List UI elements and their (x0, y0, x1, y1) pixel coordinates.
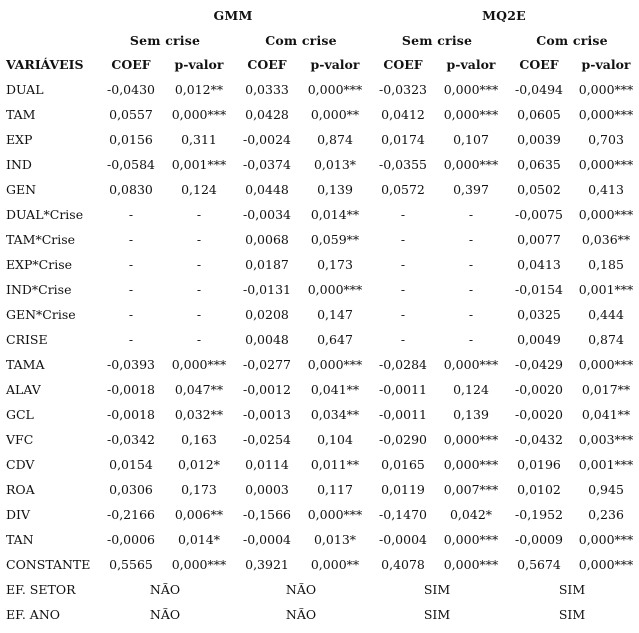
coef-cell: 0,0196 (517, 457, 561, 472)
p-value-cell: 0,000*** (443, 357, 499, 372)
p-value-cell: - (196, 232, 202, 247)
effects-value: NÃO (285, 607, 317, 622)
coef-cell: -0,1470 (379, 507, 427, 522)
coef-cell: 0,0039 (517, 132, 561, 147)
p-value-cell: 0,874 (588, 332, 624, 347)
p-value-cell: 0,147 (317, 307, 353, 322)
coef-cell: -0,0290 (379, 432, 427, 447)
p-value-cell: 0,000*** (171, 107, 227, 122)
coef-cell: -0,0020 (515, 407, 563, 422)
coef-cell: 0,0557 (109, 107, 153, 122)
variable-name: TAM (6, 107, 36, 122)
subgroup-mq2e-sem-crise: Sem crise (401, 32, 473, 48)
table-row (0, 252, 639, 277)
p-value-cell: 0,047** (174, 382, 224, 397)
p-value-cell: 0,011** (310, 457, 360, 472)
coef-cell: 0,5565 (109, 557, 153, 572)
coef-cell: -0,0584 (107, 157, 155, 172)
p-value-cell: 0,012* (177, 457, 221, 472)
table-row (0, 377, 639, 402)
coef-cell: 0,0165 (381, 457, 425, 472)
variable-name: VFC (6, 432, 34, 447)
col-header: COEF (111, 57, 151, 72)
p-value-cell: - (468, 332, 474, 347)
p-value-cell: 0,013* (313, 157, 357, 172)
p-value-cell: 0,014** (310, 207, 360, 222)
coef-cell: -0,0154 (515, 282, 563, 297)
coef-cell: -0,2166 (107, 507, 155, 522)
p-value-cell: 0,001*** (578, 282, 634, 297)
coef-cell: 0,4078 (381, 557, 425, 572)
table-row (0, 77, 639, 102)
p-value-cell: 0,012** (174, 82, 224, 97)
coef-cell: -0,0430 (107, 82, 155, 97)
p-value-cell: 0,041** (310, 382, 360, 397)
p-value-cell: 0,945 (588, 482, 624, 497)
coef-cell: - (400, 307, 406, 322)
p-value-cell: 0,000*** (443, 557, 499, 572)
coef-cell: - (400, 332, 406, 347)
coef-cell: -0,0004 (243, 532, 291, 547)
table-row (0, 552, 639, 577)
coef-cell: 0,0068 (245, 232, 289, 247)
p-value-cell: 0,000*** (307, 82, 363, 97)
coef-cell: 0,0333 (245, 82, 289, 97)
coef-cell: 0,0830 (109, 182, 153, 197)
p-value-cell: 0,124 (453, 382, 489, 397)
p-value-cell: 0,017** (581, 382, 631, 397)
p-value-cell: 0,059** (310, 232, 360, 247)
coef-cell: 0,0119 (381, 482, 425, 497)
p-value-cell: 0,042* (449, 507, 493, 522)
p-value-cell: 0,000*** (578, 157, 634, 172)
coef-cell: -0,0018 (107, 407, 155, 422)
coef-cell: 0,0428 (245, 107, 289, 122)
effects-label: EF. ANO (6, 607, 61, 622)
coef-cell: - (128, 232, 134, 247)
coef-cell: -0,0374 (243, 157, 291, 172)
p-value-cell: 0,041** (581, 407, 631, 422)
table-row (0, 227, 639, 252)
p-value-cell: 0,013* (313, 532, 357, 547)
coef-cell: 0,3921 (245, 557, 289, 572)
regression-table (0, 2, 639, 627)
p-value-cell: 0,173 (181, 482, 217, 497)
col-header: p-valor (174, 57, 224, 72)
p-value-cell: 0,000*** (171, 557, 227, 572)
p-value-cell: - (196, 282, 202, 297)
coef-cell: 0,0156 (109, 132, 153, 147)
variable-name: GEN*Crise (6, 307, 76, 322)
method-group-mq2e: MQ2E (482, 7, 526, 23)
effects-value: NÃO (149, 582, 181, 597)
variable-name: TAM*Crise (6, 232, 76, 247)
coef-cell: - (400, 257, 406, 272)
effects-value: SIM (558, 582, 586, 597)
coef-cell: - (128, 207, 134, 222)
coef-cell: -0,0020 (515, 382, 563, 397)
variable-name: DIV (6, 507, 30, 522)
coef-cell: 0,0208 (245, 307, 289, 322)
coef-cell: 0,0502 (517, 182, 561, 197)
effects-value: NÃO (285, 582, 317, 597)
effects-row (0, 577, 639, 602)
subgroup-gmm-sem-crise: Sem crise (129, 32, 201, 48)
variable-name: DUAL*Crise (6, 207, 84, 222)
p-value-cell: - (468, 257, 474, 272)
coef-cell: 0,0102 (517, 482, 561, 497)
col-header: p-valor (310, 57, 360, 72)
subgroup-mq2e-com-crise: Com crise (536, 32, 608, 48)
p-value-cell: 0,000*** (578, 207, 634, 222)
coef-cell: -0,0284 (379, 357, 427, 372)
p-value-cell: 0,703 (588, 132, 624, 147)
p-value-cell: 0,000** (310, 557, 360, 572)
p-value-cell: 0,003*** (578, 432, 634, 447)
coef-cell: -0,0131 (243, 282, 291, 297)
coef-cell: -0,0432 (515, 432, 563, 447)
coef-cell: -0,0011 (379, 407, 427, 422)
effects-value: SIM (423, 607, 451, 622)
coef-cell: 0,0048 (245, 332, 289, 347)
coef-cell: -0,1566 (243, 507, 291, 522)
col-header: COEF (247, 57, 287, 72)
coef-cell: - (128, 307, 134, 322)
p-value-cell: 0,444 (588, 307, 624, 322)
table-row (0, 427, 639, 452)
col-header: COEF (519, 57, 559, 72)
p-value-cell: 0,000*** (578, 557, 634, 572)
p-value-cell: 0,173 (317, 257, 353, 272)
coef-cell: 0,0412 (381, 107, 425, 122)
table-row (0, 152, 639, 177)
table-row (0, 202, 639, 227)
coef-cell: -0,0006 (107, 532, 155, 547)
variable-name: ALAV (6, 382, 41, 397)
coef-cell: 0,0077 (517, 232, 561, 247)
p-value-cell: - (468, 282, 474, 297)
p-value-cell: 0,000*** (443, 457, 499, 472)
p-value-cell: 0,036** (581, 232, 631, 247)
effects-value: SIM (423, 582, 451, 597)
coef-cell: -0,0024 (243, 132, 291, 147)
coef-cell: - (128, 257, 134, 272)
p-value-cell: 0,185 (588, 257, 624, 272)
p-value-cell: 0,007*** (443, 482, 499, 497)
variable-name: GEN (6, 182, 37, 197)
coef-cell: -0,0013 (243, 407, 291, 422)
p-value-cell: 0,014* (177, 532, 221, 547)
p-value-cell: 0,124 (181, 182, 217, 197)
coef-cell: -0,0034 (243, 207, 291, 222)
variables-header: VARIÁVEIS (6, 57, 84, 72)
p-value-cell: 0,163 (181, 432, 217, 447)
variable-name: CDV (6, 457, 35, 472)
p-value-cell: 0,000*** (578, 532, 634, 547)
p-value-cell: - (468, 307, 474, 322)
coef-cell: - (400, 207, 406, 222)
coef-cell: 0,0572 (381, 182, 425, 197)
variable-name: EXP*Crise (6, 257, 73, 272)
coef-cell: 0,0003 (245, 482, 289, 497)
p-value-cell: 0,000*** (307, 282, 363, 297)
p-value-cell: 0,874 (317, 132, 353, 147)
p-value-cell: 0,000*** (578, 357, 634, 372)
coef-cell: -0,0355 (379, 157, 427, 172)
p-value-cell: 0,000*** (578, 107, 634, 122)
effects-row (0, 602, 639, 627)
p-value-cell: 0,000*** (171, 357, 227, 372)
table-row (0, 127, 639, 152)
subgroup-gmm-com-crise: Com crise (265, 32, 337, 48)
col-header: COEF (383, 57, 423, 72)
coef-cell: 0,0154 (109, 457, 153, 472)
p-value-cell: - (468, 232, 474, 247)
variable-name: CRISE (6, 332, 48, 347)
p-value-cell: 0,104 (317, 432, 353, 447)
p-value-cell: 0,000*** (307, 507, 363, 522)
p-value-cell: 0,117 (317, 482, 353, 497)
table-row (0, 102, 639, 127)
coef-cell: -0,0075 (515, 207, 563, 222)
coef-cell: -0,0012 (243, 382, 291, 397)
p-value-cell: 0,647 (317, 332, 353, 347)
table-row (0, 527, 639, 552)
variable-name: GCL (6, 407, 34, 422)
variable-name: ROA (6, 482, 35, 497)
p-value-cell: 0,413 (588, 182, 624, 197)
p-value-cell: 0,000*** (443, 82, 499, 97)
p-value-cell: 0,001*** (171, 157, 227, 172)
p-value-cell: 0,397 (453, 182, 489, 197)
p-value-cell: 0,000*** (443, 432, 499, 447)
p-value-cell: - (196, 257, 202, 272)
variable-name: EXP (6, 132, 33, 147)
variable-name: IND*Crise (6, 282, 72, 297)
p-value-cell: 0,000*** (443, 157, 499, 172)
p-value-cell: 0,000*** (307, 357, 363, 372)
variable-name: DUAL (6, 82, 44, 97)
effects-value: NÃO (149, 607, 181, 622)
p-value-cell: - (196, 307, 202, 322)
coef-cell: -0,0429 (515, 357, 563, 372)
coef-cell: 0,0187 (245, 257, 289, 272)
table-row (0, 452, 639, 477)
table-row (0, 402, 639, 427)
p-value-cell: 0,000*** (578, 82, 634, 97)
coef-cell: 0,5674 (517, 557, 561, 572)
coef-cell: 0,0605 (517, 107, 561, 122)
coef-cell: - (128, 282, 134, 297)
p-value-cell: 0,139 (317, 182, 353, 197)
variable-name: CONSTANTE (6, 557, 91, 572)
p-value-cell: - (196, 207, 202, 222)
coef-cell: 0,0635 (517, 157, 561, 172)
p-value-cell: 0,001*** (578, 457, 634, 472)
table-row (0, 502, 639, 527)
table-body (0, 2, 639, 627)
p-value-cell: 0,000*** (443, 107, 499, 122)
method-header-row (0, 2, 639, 28)
p-value-cell: 0,139 (453, 407, 489, 422)
p-value-cell: - (196, 332, 202, 347)
coef-cell: -0,0011 (379, 382, 427, 397)
p-value-cell: - (468, 207, 474, 222)
coef-cell: 0,0174 (381, 132, 425, 147)
p-value-cell: 0,107 (453, 132, 489, 147)
coef-cell: -0,0254 (243, 432, 291, 447)
p-value-cell: 0,311 (181, 132, 217, 147)
subgroup-header-row (0, 28, 639, 52)
coef-cell: -0,0004 (379, 532, 427, 547)
p-value-cell: 0,034** (310, 407, 360, 422)
p-value-cell: 0,236 (588, 507, 624, 522)
variable-name: TAMA (6, 357, 45, 372)
col-header: p-valor (446, 57, 496, 72)
coef-cell: -0,0342 (107, 432, 155, 447)
coef-cell: 0,0049 (517, 332, 561, 347)
coef-cell: 0,0325 (517, 307, 561, 322)
p-value-cell: 0,000** (310, 107, 360, 122)
effects-label: EF. SETOR (6, 582, 76, 597)
table-row (0, 177, 639, 202)
coef-cell: - (400, 232, 406, 247)
coef-cell: 0,0413 (517, 257, 561, 272)
method-group-gmm: GMM (213, 7, 253, 23)
table-row (0, 327, 639, 352)
p-value-cell: 0,000*** (443, 532, 499, 547)
table-row (0, 277, 639, 302)
coef-cell: -0,0323 (379, 82, 427, 97)
variable-name: IND (6, 157, 32, 172)
coef-cell: 0,0114 (245, 457, 289, 472)
table-row (0, 352, 639, 377)
p-value-cell: 0,006** (174, 507, 224, 522)
col-header: p-valor (581, 57, 631, 72)
coef-cell: -0,1952 (515, 507, 563, 522)
coef-cell: -0,0018 (107, 382, 155, 397)
p-value-cell: 0,032** (174, 407, 224, 422)
coef-cell: -0,0277 (243, 357, 291, 372)
column-header-row (0, 52, 639, 77)
effects-value: SIM (558, 607, 586, 622)
coef-cell: - (128, 332, 134, 347)
coef-cell: -0,0393 (107, 357, 155, 372)
table-row (0, 477, 639, 502)
coef-cell: 0,0306 (109, 482, 153, 497)
coef-cell: 0,0448 (245, 182, 289, 197)
variable-name: TAN (6, 532, 34, 547)
coef-cell: - (400, 282, 406, 297)
coef-cell: -0,0494 (515, 82, 563, 97)
coef-cell: -0,0009 (515, 532, 563, 547)
table-row (0, 302, 639, 327)
